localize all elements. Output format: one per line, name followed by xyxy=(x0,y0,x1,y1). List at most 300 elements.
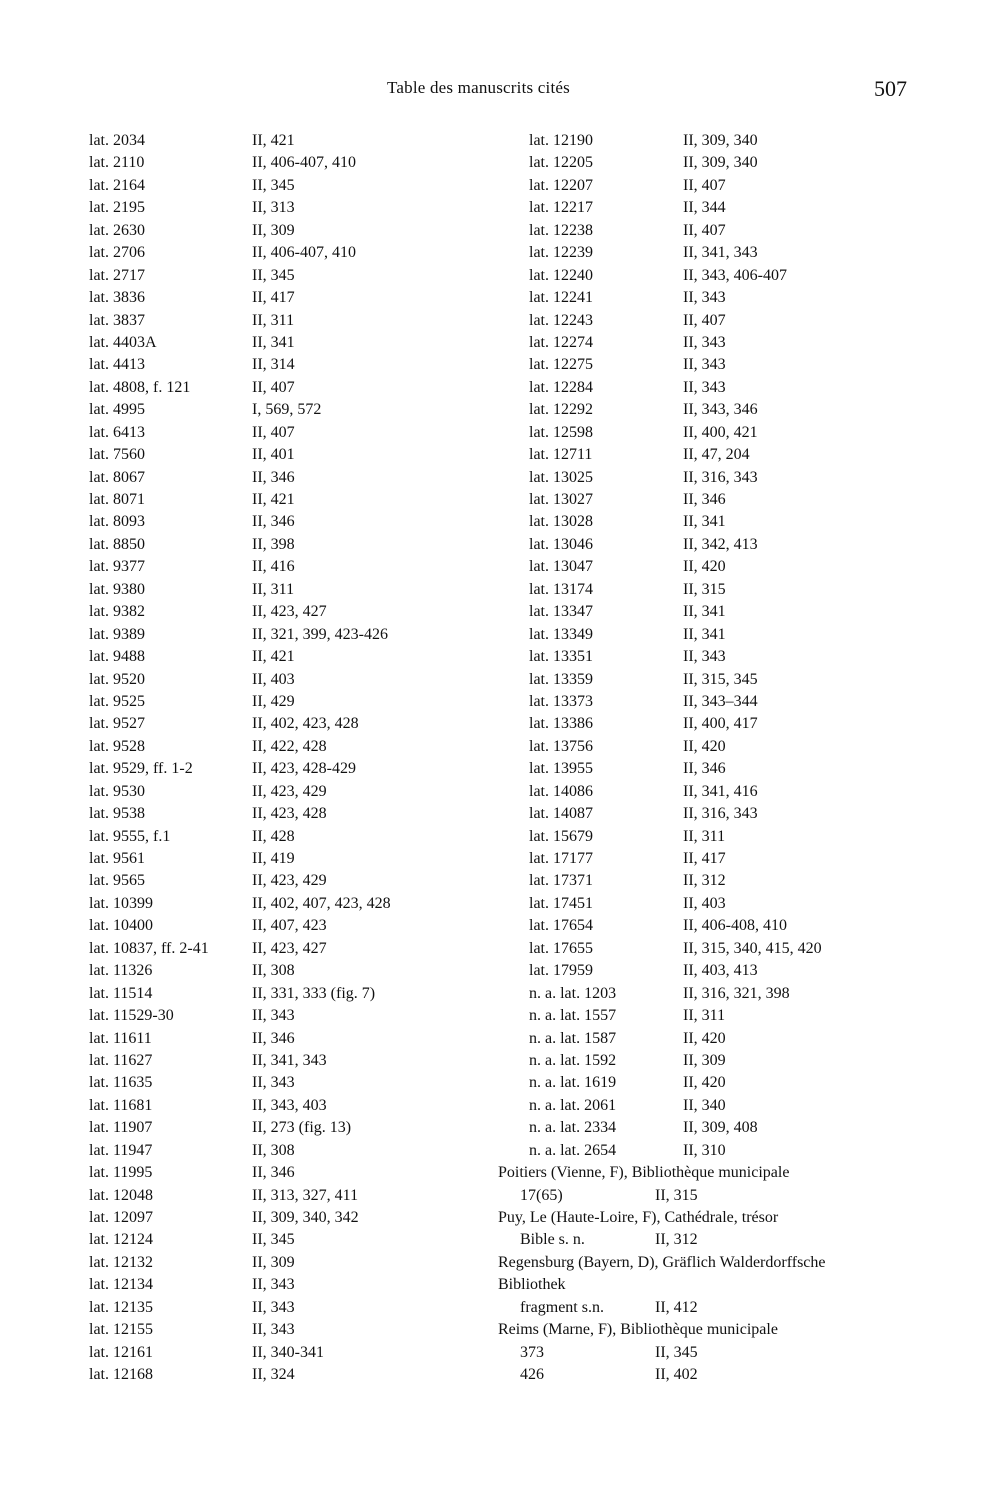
index-entry xyxy=(89,646,469,668)
index-entry xyxy=(89,1005,469,1027)
shelfmark: lat. 11514 xyxy=(89,984,153,1002)
page-reference: II, 423, 429 xyxy=(252,782,327,800)
shelfmark: lat. 13955 xyxy=(529,760,593,778)
index-entry xyxy=(498,803,918,825)
index-entry xyxy=(89,803,469,825)
index-entry xyxy=(89,175,469,197)
page-reference: II, 406-407, 410 xyxy=(252,154,356,172)
page-reference: II, 407 xyxy=(683,311,726,329)
shelfmark: lat. 17959 xyxy=(529,962,593,980)
page-reference: II, 412 xyxy=(655,1298,698,1316)
page-reference: II, 47, 204 xyxy=(683,446,750,464)
index-entry xyxy=(89,332,469,354)
index-entry xyxy=(498,713,918,735)
index-entry xyxy=(89,556,469,578)
index-entry xyxy=(498,467,918,489)
page-reference: II, 423, 428 xyxy=(252,805,327,823)
page-reference: II, 341 xyxy=(252,333,295,351)
page-reference: II, 321, 399, 423-426 xyxy=(252,625,388,643)
shelfmark: lat. 12205 xyxy=(529,154,593,172)
page-header xyxy=(0,78,1000,104)
shelfmark: lat. 12243 xyxy=(529,311,593,329)
page-reference: II, 423, 428-429 xyxy=(252,760,356,778)
shelfmark: lat. 9488 xyxy=(89,648,145,666)
index-entry xyxy=(89,579,469,601)
page-number: 507 xyxy=(874,76,907,101)
page-reference: II, 343 xyxy=(683,648,726,666)
shelfmark: lat. 2195 xyxy=(89,199,145,217)
shelfmark: lat. 9380 xyxy=(89,580,145,598)
shelfmark: lat. 17451 xyxy=(529,894,593,912)
page-reference: II, 340 xyxy=(683,1096,726,1114)
shelfmark: lat. 13027 xyxy=(529,491,593,508)
index-entry xyxy=(498,242,918,264)
page-reference: II, 315, 345 xyxy=(683,670,758,688)
index-entry xyxy=(89,1207,469,1229)
shelfmark: lat. 8071 xyxy=(89,491,145,508)
page-reference: II, 315, 340, 415, 420 xyxy=(683,939,822,957)
shelfmark: lat. 12135 xyxy=(89,1298,153,1316)
index-entry xyxy=(89,893,469,915)
shelfmark: lat. 13359 xyxy=(529,670,593,688)
page-reference: II, 346 xyxy=(252,468,295,486)
index-entry xyxy=(89,1297,469,1319)
index-entry xyxy=(498,130,918,152)
shelfmark: lat. 12240 xyxy=(529,266,593,284)
shelfmark: lat. 4808, f. 121 xyxy=(89,378,191,396)
index-entry xyxy=(89,1050,469,1072)
index-entry xyxy=(498,489,918,511)
index-entry xyxy=(498,848,918,870)
shelfmark: lat. 4413 xyxy=(89,356,145,374)
page-reference: II, 315 xyxy=(655,1186,698,1204)
page-reference: II, 313 xyxy=(252,199,295,217)
index-entry xyxy=(89,983,469,1005)
index-entry xyxy=(89,870,469,892)
page-reference: II, 403 xyxy=(252,670,295,688)
index-entry xyxy=(89,354,469,376)
page-reference: II, 421 xyxy=(252,491,295,508)
repository-heading xyxy=(498,1207,918,1229)
index-entry xyxy=(89,691,469,713)
index-entry xyxy=(498,938,918,960)
page-reference: II, 309, 340, 342 xyxy=(252,1209,359,1226)
page-reference: II, 345 xyxy=(252,176,295,194)
page-reference: II, 346 xyxy=(252,1164,295,1182)
running-title: Table des manuscrits cités xyxy=(387,78,570,97)
index-entry xyxy=(498,893,918,915)
shelfmark: lat. 9389 xyxy=(89,625,145,643)
shelfmark: lat. 11635 xyxy=(89,1074,153,1092)
index-entry xyxy=(498,601,918,623)
shelfmark: lat. 2034 xyxy=(89,132,145,149)
page-reference: II, 341, 343 xyxy=(683,244,758,262)
shelfmark: Bible s. n. xyxy=(520,1231,585,1249)
shelfmark: lat. 13047 xyxy=(529,558,593,576)
index-entry xyxy=(498,399,918,421)
page-reference: II, 420 xyxy=(683,558,726,576)
page-reference: II, 406-408, 410 xyxy=(683,917,787,935)
shelfmark: lat. 9377 xyxy=(89,558,145,576)
index-entry xyxy=(89,938,469,960)
page-reference: II, 311 xyxy=(683,1007,726,1025)
index-entry xyxy=(89,826,469,848)
page-reference: II, 273 (fig. 13) xyxy=(252,1119,352,1137)
index-entry xyxy=(498,332,918,354)
repository-name: Regensburg (Bayern, D), Gräflich Walderdorffsche xyxy=(498,1253,826,1271)
page-reference: II, 346 xyxy=(683,491,726,508)
shelfmark: lat. 13174 xyxy=(529,580,593,598)
shelfmark: lat. 12097 xyxy=(89,1209,153,1226)
shelfmark: lat. 17655 xyxy=(529,939,593,957)
page-reference: II, 343 xyxy=(683,289,726,307)
shelfmark: lat. 13046 xyxy=(529,535,593,553)
shelfmark: lat. 12711 xyxy=(529,446,593,464)
page-reference: II, 316, 321, 398 xyxy=(683,984,790,1002)
shelfmark: lat. 11995 xyxy=(89,1164,153,1182)
shelfmark: lat. 12598 xyxy=(529,423,593,441)
shelfmark: lat. 9561 xyxy=(89,850,145,867)
index-entry xyxy=(89,960,469,982)
index-entry xyxy=(498,197,918,219)
index-entry xyxy=(498,1028,918,1050)
index-entry xyxy=(498,1297,918,1319)
shelfmark: lat. 9529, ff. 1-2 xyxy=(89,760,193,778)
page-reference: II, 407, 423 xyxy=(252,917,327,935)
page-reference: II, 423, 427 xyxy=(252,603,327,621)
index-entry xyxy=(498,691,918,713)
page-reference: II, 343 xyxy=(683,356,726,374)
index-entry xyxy=(89,444,469,466)
shelfmark: lat. 12241 xyxy=(529,289,593,307)
index-entry xyxy=(498,1140,918,1162)
shelfmark: lat. 12207 xyxy=(529,176,593,194)
page-reference: II, 341 xyxy=(683,625,726,643)
page-reference: II, 341 xyxy=(683,513,726,531)
index-entry xyxy=(498,444,918,466)
page-reference: II, 345 xyxy=(252,1231,295,1249)
repository-heading xyxy=(498,1252,918,1274)
index-entry xyxy=(498,152,918,174)
right-index-column xyxy=(498,130,918,1387)
page-reference: II, 309, 340 xyxy=(683,132,758,149)
page-reference: II, 341 xyxy=(683,603,726,621)
shelfmark: lat. 15679 xyxy=(529,827,593,845)
index-entry xyxy=(89,220,469,242)
index-entry xyxy=(89,1185,469,1207)
shelfmark: lat. 13386 xyxy=(529,715,593,733)
page-reference: II, 401 xyxy=(252,446,295,464)
index-entry xyxy=(498,175,918,197)
page-reference: II, 423, 427 xyxy=(252,939,327,957)
page-reference: II, 343 xyxy=(252,1007,295,1025)
page-reference: II, 407 xyxy=(683,176,726,194)
shelfmark: n. a. lat. 1619 xyxy=(529,1074,617,1092)
index-entry xyxy=(89,1072,469,1094)
shelfmark: lat. 9555, f.1 xyxy=(89,827,171,845)
shelfmark: lat. 3837 xyxy=(89,311,145,329)
index-entry xyxy=(498,870,918,892)
index-entry xyxy=(89,781,469,803)
page-reference: II, 403, 413 xyxy=(683,962,758,980)
index-entry xyxy=(498,1050,918,1072)
index-entry xyxy=(498,377,918,399)
index-entry xyxy=(89,1319,469,1341)
shelfmark: lat. 12239 xyxy=(529,244,593,262)
shelfmark: lat. 3836 xyxy=(89,289,145,307)
page-reference: II, 428 xyxy=(252,827,295,845)
page-reference: II, 407 xyxy=(252,378,295,396)
shelfmark: lat. 8850 xyxy=(89,535,145,553)
page-reference: II, 346 xyxy=(683,760,726,778)
page-reference: II, 324 xyxy=(252,1366,295,1384)
index-entry xyxy=(498,736,918,758)
page-reference: II, 402, 407, 423, 428 xyxy=(252,894,391,912)
page-reference: II, 343 xyxy=(252,1276,295,1294)
shelfmark: lat. 17177 xyxy=(529,850,593,867)
index-entry xyxy=(89,669,469,691)
page-reference: II, 344 xyxy=(683,199,726,217)
index-entry xyxy=(498,422,918,444)
page-reference: II, 421 xyxy=(252,648,295,666)
index-entry xyxy=(89,287,469,309)
index-entry xyxy=(89,422,469,444)
page-reference: II, 343, 406-407 xyxy=(683,266,787,284)
index-entry xyxy=(498,1095,918,1117)
repository-heading xyxy=(498,1162,918,1184)
shelfmark: lat. 9520 xyxy=(89,670,145,688)
index-entry xyxy=(498,960,918,982)
shelfmark: lat. 14086 xyxy=(529,782,593,800)
index-entry xyxy=(498,534,918,556)
index-entry xyxy=(498,1229,918,1251)
shelfmark: lat. 13028 xyxy=(529,513,593,531)
page-reference: II, 342, 413 xyxy=(683,535,758,553)
page-reference: II, 316, 343 xyxy=(683,805,758,823)
index-entry xyxy=(498,983,918,1005)
shelfmark: n. a. lat. 1557 xyxy=(529,1007,617,1025)
page-reference: II, 309 xyxy=(683,1051,726,1069)
index-entry xyxy=(498,781,918,803)
page-reference: II, 340-341 xyxy=(252,1343,324,1361)
page-reference: II, 341, 416 xyxy=(683,782,758,800)
shelfmark: lat. 11326 xyxy=(89,962,153,980)
shelfmark: lat. 10400 xyxy=(89,917,153,935)
repository-name: Puy, Le (Haute-Loire, F), Cathédrale, trésor xyxy=(498,1209,779,1226)
shelfmark: lat. 17371 xyxy=(529,872,593,890)
index-entry xyxy=(498,1005,918,1027)
index-entry xyxy=(89,1140,469,1162)
shelfmark: lat. 13025 xyxy=(529,468,593,486)
page-reference: II, 315 xyxy=(683,580,726,598)
repository-name: Bibliothek xyxy=(498,1276,566,1294)
index-entry xyxy=(89,399,469,421)
index-entry xyxy=(498,1117,918,1139)
index-entry xyxy=(89,152,469,174)
shelfmark: lat. 2706 xyxy=(89,244,145,262)
shelfmark: lat. 2110 xyxy=(89,154,145,172)
shelfmark: lat. 11611 xyxy=(89,1029,152,1047)
page-reference: II, 309, 340 xyxy=(683,154,758,172)
page-reference: II, 345 xyxy=(252,266,295,284)
page-reference: II, 311 xyxy=(683,827,726,845)
page-reference: II, 316, 343 xyxy=(683,468,758,486)
page-reference: II, 343 xyxy=(252,1298,295,1316)
index-entry xyxy=(89,1028,469,1050)
shelfmark: n. a. lat. 1592 xyxy=(529,1051,617,1069)
shelfmark: lat. 12238 xyxy=(529,221,593,239)
page-reference: II, 343 xyxy=(252,1321,295,1339)
page-reference: II, 311 xyxy=(252,580,295,598)
repository-name: Reims (Marne, F), Bibliothèque municipale xyxy=(498,1321,778,1339)
page-reference: II, 400, 421 xyxy=(683,423,758,441)
shelfmark: n. a. lat. 2334 xyxy=(529,1119,617,1137)
index-entry xyxy=(89,1252,469,1274)
page-reference: II, 308 xyxy=(252,962,295,980)
shelfmark: lat. 9528 xyxy=(89,737,145,755)
shelfmark: lat. 4995 xyxy=(89,401,145,419)
shelfmark: lat. 11947 xyxy=(89,1141,153,1159)
left-index-column xyxy=(89,130,469,1387)
shelfmark: lat. 12284 xyxy=(529,378,593,396)
shelfmark: lat. 9382 xyxy=(89,603,145,621)
index-entry xyxy=(498,511,918,533)
shelfmark: lat. 13373 xyxy=(529,692,593,710)
page-reference: II, 312 xyxy=(655,1231,698,1249)
index-entry xyxy=(498,287,918,309)
shelfmark: lat. 9565 xyxy=(89,872,145,890)
index-entry xyxy=(498,354,918,376)
shelfmark: n. a. lat. 1587 xyxy=(529,1029,617,1047)
shelfmark: lat. 12134 xyxy=(89,1276,153,1294)
shelfmark: lat. 12275 xyxy=(529,356,593,374)
shelfmark: lat. 6413 xyxy=(89,423,145,441)
shelfmark: lat. 12124 xyxy=(89,1231,153,1249)
index-entry xyxy=(89,489,469,511)
page-reference: II, 313, 327, 411 xyxy=(252,1186,359,1204)
page-reference: II, 346 xyxy=(252,1029,295,1047)
page-reference: II, 407 xyxy=(683,221,726,239)
shelfmark: 17(65) xyxy=(520,1186,563,1204)
page-reference: II, 398 xyxy=(252,535,295,553)
page-reference: II, 343–344 xyxy=(683,692,758,710)
shelfmark: lat. 12217 xyxy=(529,199,593,217)
page-reference: II, 343, 403 xyxy=(252,1096,327,1114)
page-reference: II, 309 xyxy=(252,221,295,239)
index-entry xyxy=(498,265,918,287)
shelfmark: 426 xyxy=(520,1366,544,1384)
shelfmark: lat. 9527 xyxy=(89,715,145,733)
page-reference: II, 406-407, 410 xyxy=(252,244,356,262)
shelfmark: lat. 12161 xyxy=(89,1343,153,1361)
page-reference: II, 402 xyxy=(655,1366,698,1384)
shelfmark: lat. 13351 xyxy=(529,648,593,666)
shelfmark: lat. 12190 xyxy=(529,132,593,149)
shelfmark: lat. 4403A xyxy=(89,333,157,351)
shelfmark: n. a. lat. 2654 xyxy=(529,1141,617,1159)
shelfmark: lat. 11681 xyxy=(89,1096,153,1114)
index-entry xyxy=(89,511,469,533)
shelfmark: lat. 9525 xyxy=(89,692,145,710)
index-entry xyxy=(498,1185,918,1207)
page-reference: II, 343 xyxy=(683,378,726,396)
page-reference: II, 420 xyxy=(683,737,726,755)
shelfmark: lat. 7560 xyxy=(89,446,145,464)
page-reference: II, 417 xyxy=(683,850,726,867)
shelfmark: lat. 2164 xyxy=(89,176,145,194)
page-reference: II, 400, 417 xyxy=(683,715,758,733)
index-entry xyxy=(89,915,469,937)
page-reference: II, 308 xyxy=(252,1141,295,1159)
page-reference: II, 420 xyxy=(683,1029,726,1047)
repository-heading xyxy=(498,1274,918,1296)
shelfmark: lat. 11907 xyxy=(89,1119,153,1137)
index-entry xyxy=(498,310,918,332)
shelfmark: n. a. lat. 1203 xyxy=(529,984,617,1002)
page-reference: II, 422, 428 xyxy=(252,737,327,755)
index-entry xyxy=(89,242,469,264)
index-entry xyxy=(498,624,918,646)
shelfmark: lat. 17654 xyxy=(529,917,593,935)
shelfmark: lat. 2630 xyxy=(89,221,145,239)
index-entry xyxy=(498,220,918,242)
index-entry xyxy=(89,1274,469,1296)
shelfmark: lat. 11529-30 xyxy=(89,1007,174,1025)
page-reference: II, 419 xyxy=(252,850,295,867)
page-reference: II, 346 xyxy=(252,513,295,531)
page-reference: II, 312 xyxy=(683,872,726,890)
repository-name: Poitiers (Vienne, F), Bibliothèque municipale xyxy=(498,1164,790,1182)
page-reference: II, 416 xyxy=(252,558,295,576)
index-entry xyxy=(89,1162,469,1184)
page-reference: II, 309 xyxy=(252,1253,295,1271)
index-entry xyxy=(498,1072,918,1094)
page-reference: II, 421 xyxy=(252,132,295,149)
shelfmark: lat. 9538 xyxy=(89,805,145,823)
index-entry xyxy=(89,1229,469,1251)
index-entry xyxy=(498,1364,918,1386)
shelfmark: lat. 13347 xyxy=(529,603,593,621)
shelfmark: lat. 2717 xyxy=(89,266,145,284)
page-reference: II, 331, 333 (fig. 7) xyxy=(252,984,376,1002)
index-entry xyxy=(498,915,918,937)
index-entry xyxy=(89,130,469,152)
index-entry xyxy=(89,601,469,623)
index-entry xyxy=(498,669,918,691)
page-reference: II, 420 xyxy=(683,1074,726,1092)
page-reference: II, 417 xyxy=(252,289,295,307)
shelfmark: lat. 12155 xyxy=(89,1321,153,1339)
shelfmark: lat. 14087 xyxy=(529,805,593,823)
index-entry xyxy=(89,1095,469,1117)
shelfmark: lat. 12168 xyxy=(89,1366,153,1384)
index-entry xyxy=(498,1342,918,1364)
page-reference: II, 341, 343 xyxy=(252,1051,327,1069)
shelfmark: lat. 8093 xyxy=(89,513,145,531)
page-reference: II, 429 xyxy=(252,692,295,710)
page-reference: II, 309, 408 xyxy=(683,1119,758,1137)
shelfmark: lat. 12274 xyxy=(529,333,593,351)
index-entry xyxy=(89,848,469,870)
page-reference: II, 423, 429 xyxy=(252,872,327,890)
index-entry xyxy=(498,579,918,601)
index-entry xyxy=(89,1117,469,1139)
index-entry xyxy=(89,467,469,489)
page-reference: II, 343 xyxy=(252,1074,295,1092)
index-entry xyxy=(89,197,469,219)
shelfmark: n. a. lat. 2061 xyxy=(529,1096,617,1114)
page-reference: II, 403 xyxy=(683,894,726,912)
